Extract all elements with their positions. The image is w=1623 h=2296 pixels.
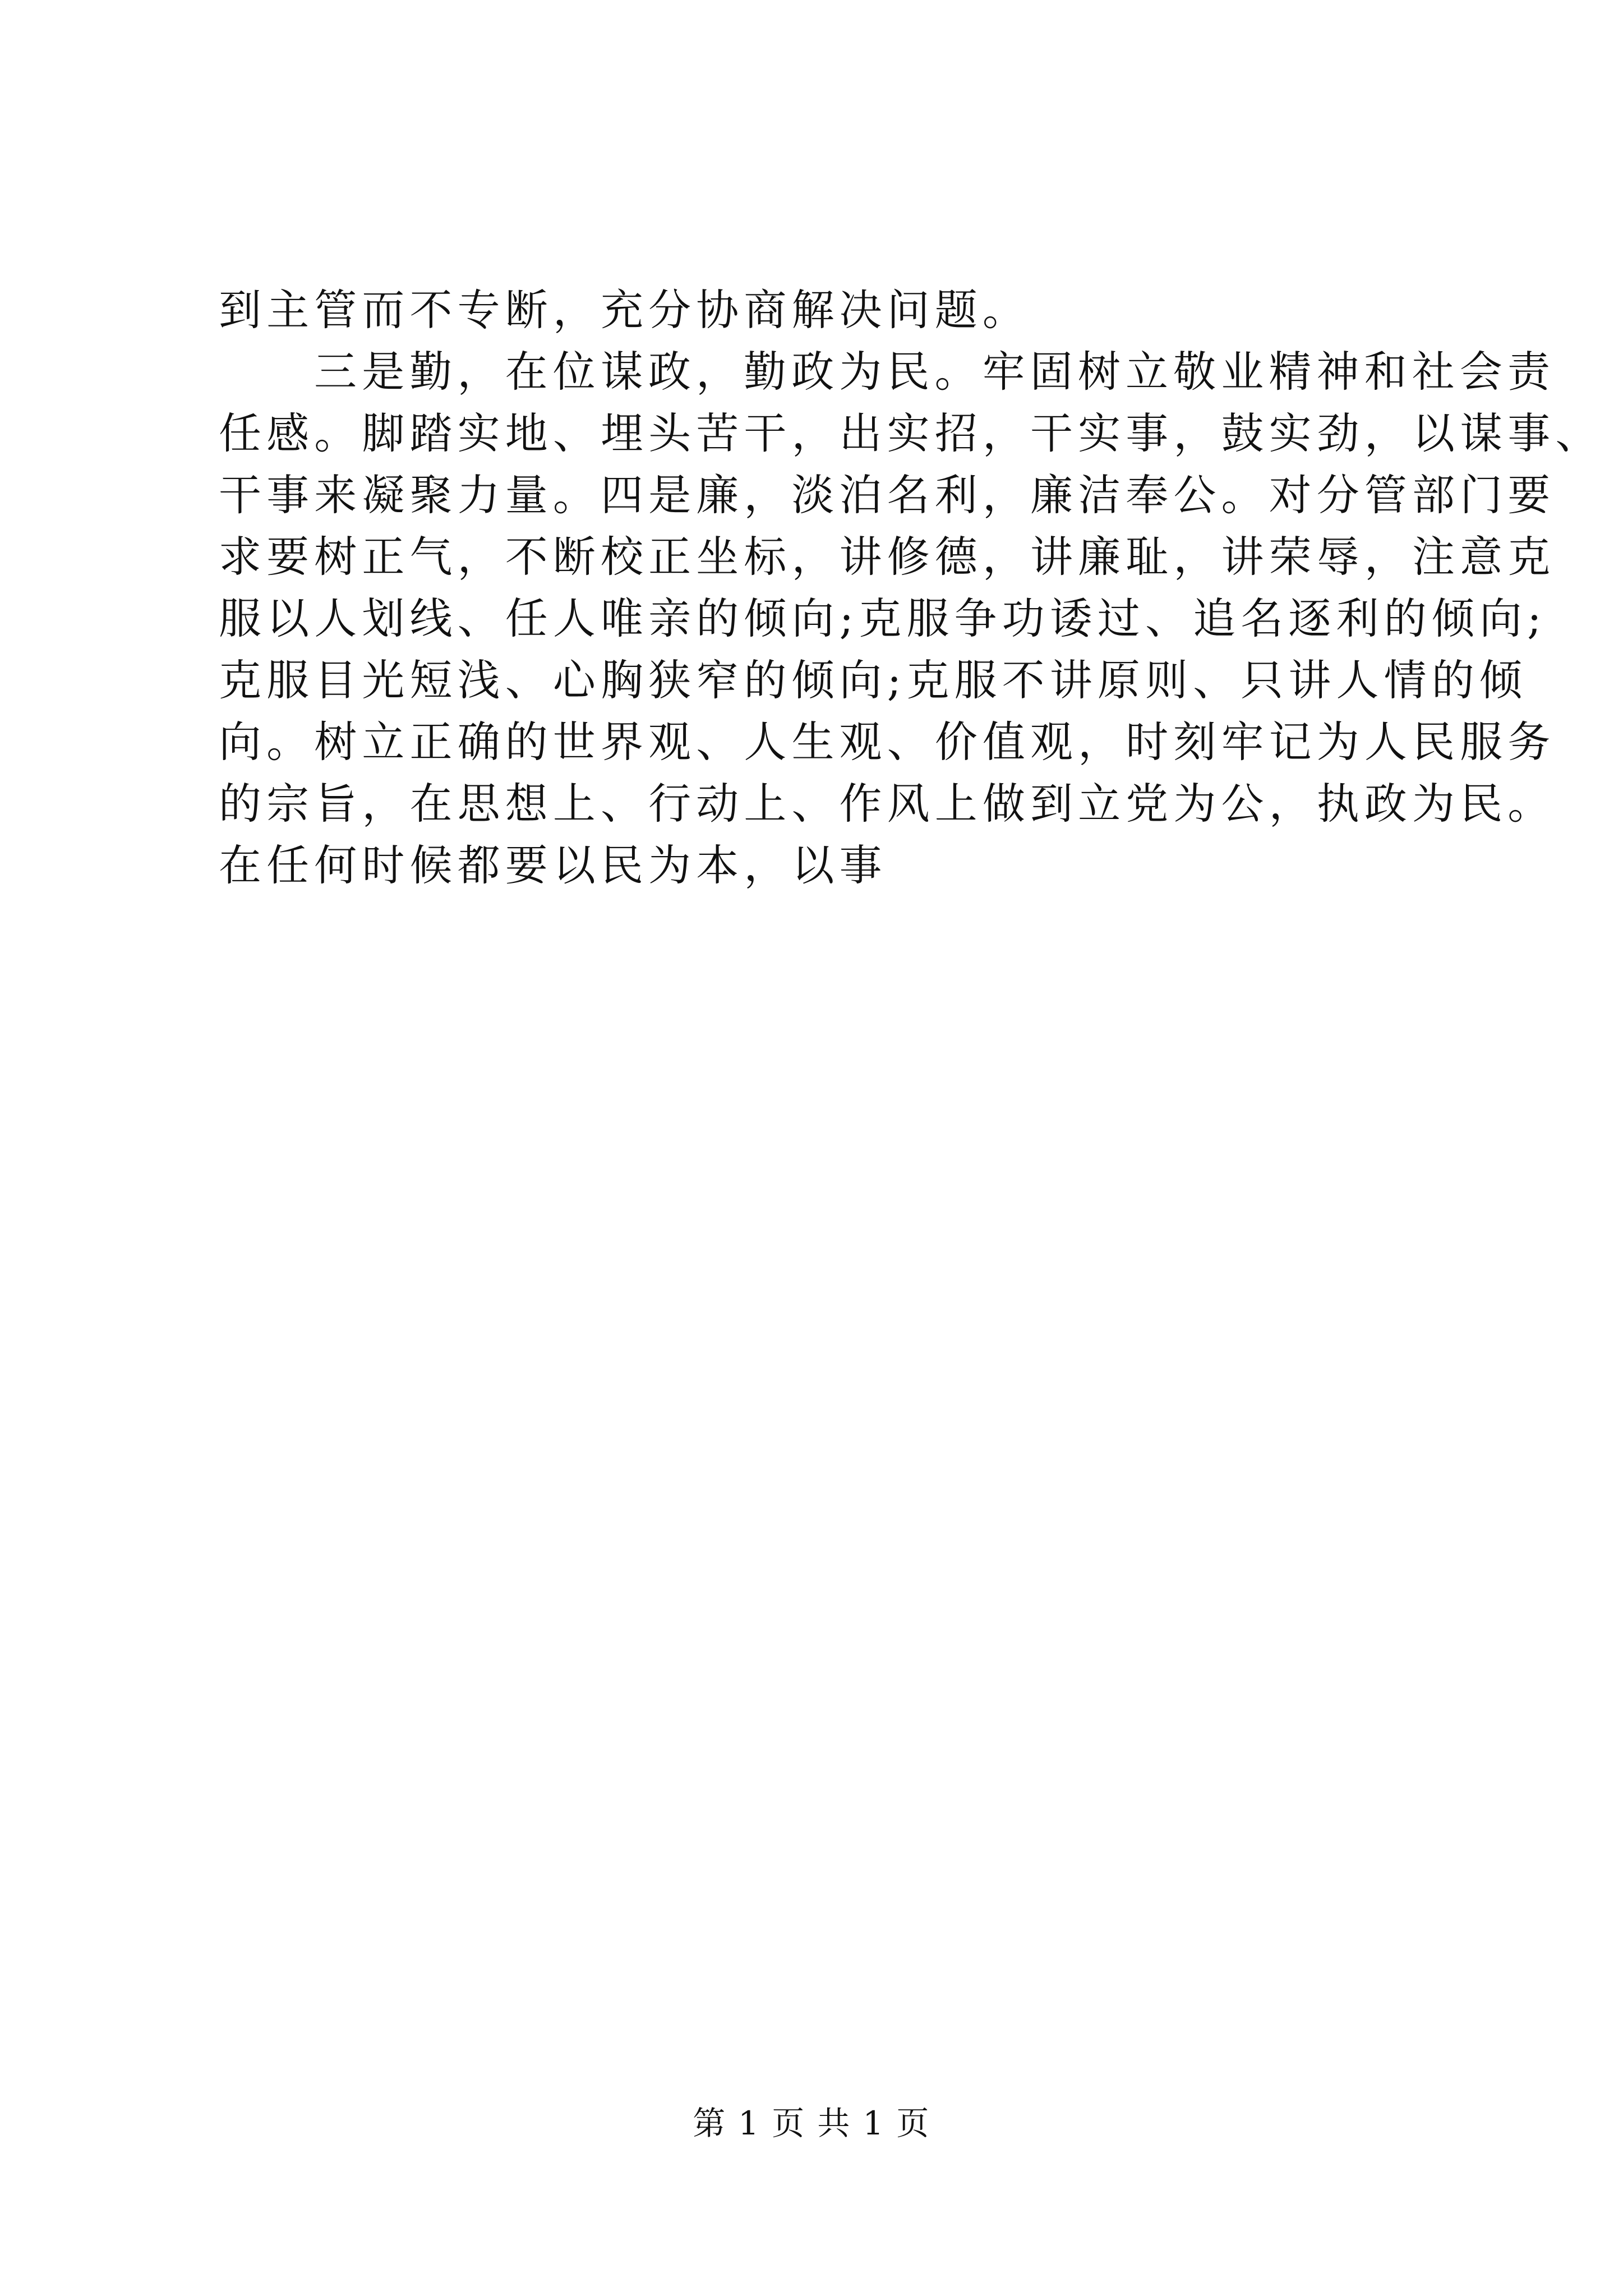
text-line: 的宗旨，在思想上、行动上、作风上做到立党为公，执政为民。 [219, 779, 1556, 829]
text-line: 向。树立正确的世界观、人生观、价值观，时刻牢记为人民服务 [219, 717, 1556, 767]
text-line: 干事来凝聚力量。四是廉，淡泊名利，廉洁奉公。对分管部门要 [219, 470, 1556, 520]
body-text [219, 279, 1603, 896]
text-line: 到主管而不专断，充分协商解决问题。 [219, 285, 1031, 335]
text-line: 服以人划线、任人唯亲的倾向;克服争功诿过、追名逐利的倾向; [219, 593, 1547, 643]
text-line: 在任何时候都要以民为本，以事 [219, 840, 887, 890]
page-footer: 第 1 页 共 1 页 [693, 2104, 930, 2142]
text-line: 任感。脚踏实地、埋头苦干，出实招，干实事，鼓实劲，以谋事、 [219, 408, 1603, 458]
paragraph-start-line: 三是勤，在位谋政，勤政为民。牢固树立敬业精神和社会责 [314, 347, 1556, 397]
text-line: 求要树正气，不断校正坐标，讲修德，讲廉耻，讲荣辱，注意克 [219, 532, 1556, 582]
text-line: 克服目光短浅、心胸狭窄的倾向;克服不讲原则、只讲人情的倾 [219, 655, 1527, 705]
